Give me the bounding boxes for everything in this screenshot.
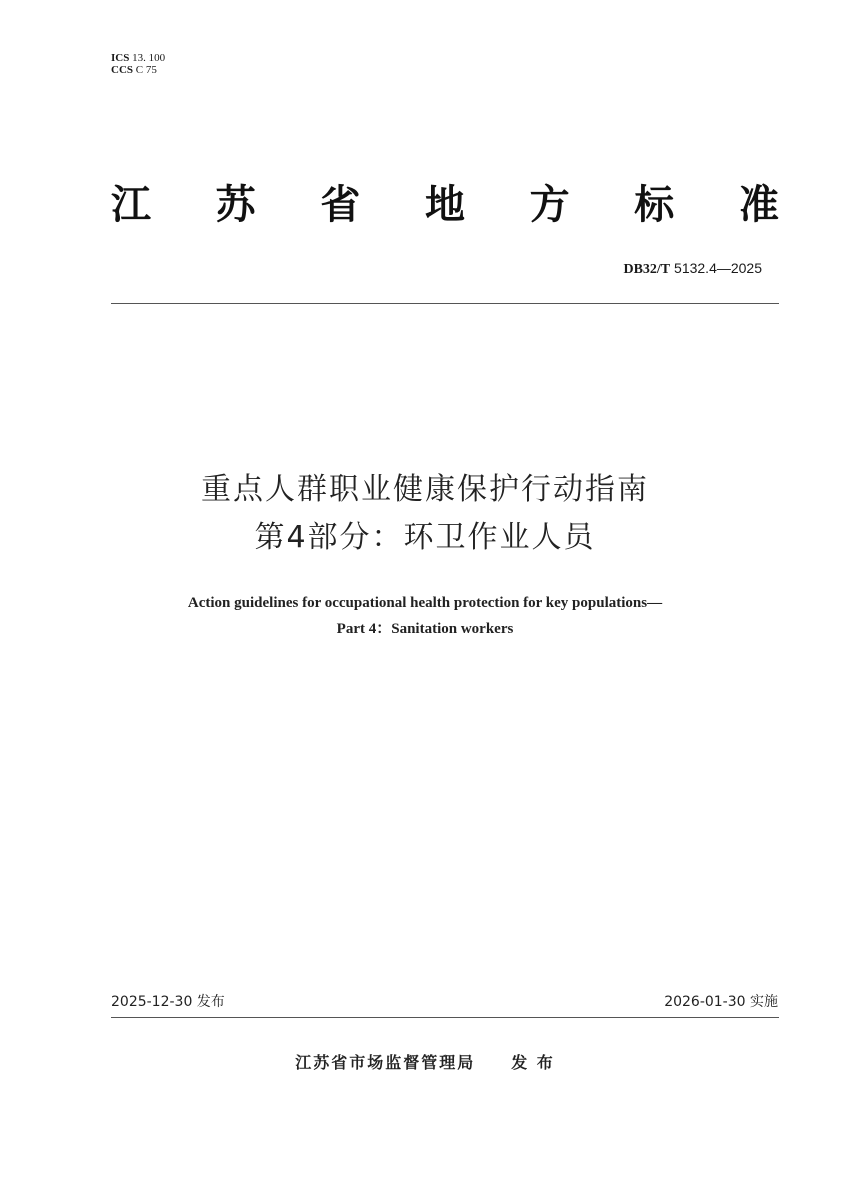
standard-category-title — [111, 180, 779, 230]
chinese-title-line2: 第4部分：环卫作业人员 — [254, 520, 596, 555]
category-char: 方 — [529, 182, 570, 228]
category-char: 准 — [738, 182, 779, 228]
english-title-line1: Action guidelines for occupational health protection for key populations— — [187, 595, 663, 611]
implementation-date: 2026-01-30 实施 — [664, 994, 778, 1010]
ccs-code — [111, 64, 165, 76]
standard-number — [623, 259, 762, 279]
category-char: 省 — [320, 182, 361, 228]
issuing-authority — [0, 1052, 850, 1074]
english-title-line2: Part 4：Sanitation workers — [336, 621, 514, 637]
category-char: 苏 — [215, 182, 256, 228]
category-char: 地 — [424, 182, 465, 228]
header-divider — [111, 303, 779, 304]
ics-code — [111, 52, 165, 64]
standard-code: 5132.4—2025 — [674, 260, 762, 276]
category-char: 江 — [111, 182, 151, 228]
issuer-action: 发 布 — [511, 1053, 555, 1072]
chinese-title-line1: 重点人群职业健康保护行动指南 — [201, 472, 649, 507]
category-char: 标 — [634, 182, 675, 228]
classification-codes — [111, 52, 165, 76]
ics-value: 13. 100 — [132, 52, 166, 64]
standard-prefix: DB32/T — [623, 262, 671, 277]
ccs-label: CCS — [111, 64, 134, 76]
ccs-value: C 75 — [135, 64, 157, 76]
issuer-name: 江苏省市场监督管理局 — [295, 1053, 476, 1072]
ics-label: ICS — [111, 52, 130, 64]
footer-divider — [111, 1017, 779, 1018]
issue-date: 2025-12-30 发布 — [111, 994, 225, 1010]
